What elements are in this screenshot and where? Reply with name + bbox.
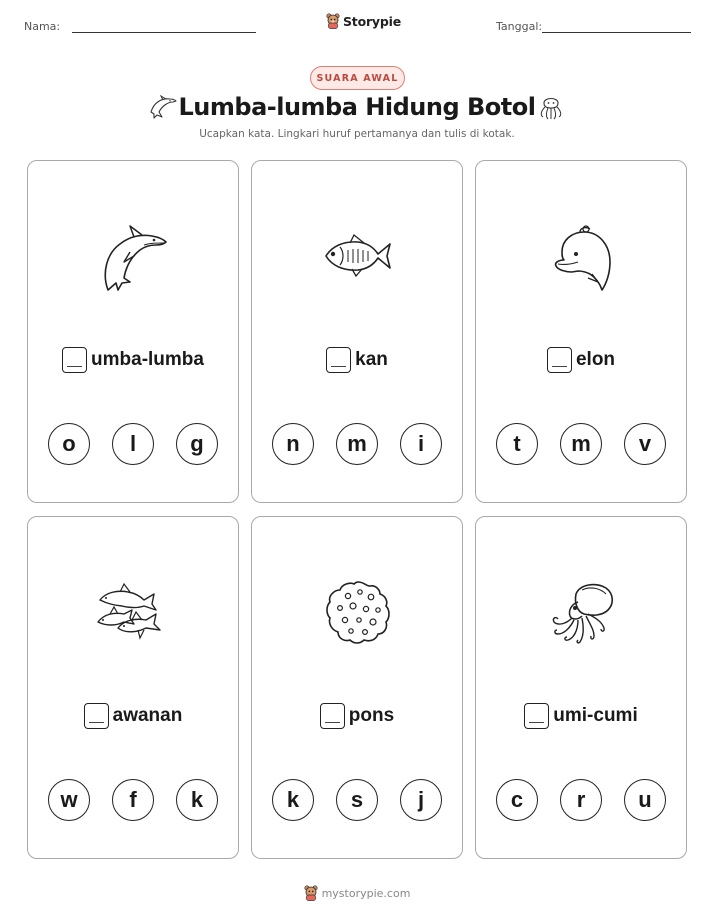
answer-box[interactable]: [524, 703, 549, 729]
name-line[interactable]: [72, 32, 256, 33]
answer-box[interactable]: [84, 703, 109, 729]
date-line[interactable]: [542, 32, 691, 33]
melon-head-dolphin-icon: [542, 216, 622, 296]
fish-icon: [318, 216, 398, 296]
word-ending: pons: [348, 705, 395, 726]
sponge-icon: [318, 572, 398, 652]
name-label: Nama:: [24, 20, 61, 33]
word-row: [252, 703, 462, 729]
word-ending: awanan: [112, 705, 183, 726]
bear-mascot-icon: [326, 13, 340, 29]
letter-option[interactable]: f: [112, 779, 154, 821]
exercise-card: [251, 160, 463, 503]
word-ending: umba-lumba: [91, 349, 204, 370]
answer-box[interactable]: [62, 347, 87, 373]
letter-option[interactable]: m: [560, 423, 602, 465]
exercise-card: [475, 160, 687, 503]
word-row: [28, 347, 238, 373]
word-row: [476, 347, 686, 373]
letter-option[interactable]: l: [112, 423, 154, 465]
letter-option[interactable]: t: [496, 423, 538, 465]
letter-option[interactable]: o: [48, 423, 90, 465]
word-ending: elon: [575, 349, 616, 370]
footer: [0, 885, 714, 901]
cuttlefish-icon: [542, 572, 622, 652]
exercise-card: [27, 516, 239, 859]
category-badge: SUARA AWAL: [310, 66, 405, 90]
letter-option[interactable]: c: [496, 779, 538, 821]
letter-option[interactable]: n: [272, 423, 314, 465]
word-row: [252, 347, 462, 373]
word-row: [28, 703, 238, 729]
letter-option[interactable]: s: [336, 779, 378, 821]
word-row: [476, 703, 686, 729]
date-label: Tanggal:: [496, 20, 543, 33]
brand-name: Storypie: [343, 13, 401, 29]
letter-option[interactable]: k: [272, 779, 314, 821]
squid-icon: [536, 93, 566, 121]
letter-option[interactable]: m: [336, 423, 378, 465]
word-ending: kan: [355, 349, 388, 370]
dolphin-icon: [94, 216, 174, 296]
letter-option[interactable]: w: [48, 779, 90, 821]
storypie-logo: [326, 13, 401, 29]
answer-box[interactable]: [320, 703, 345, 729]
letter-option[interactable]: v: [624, 423, 666, 465]
page-title: Lumba-lumba Hidung Botol: [178, 93, 536, 121]
letter-option[interactable]: i: [400, 423, 442, 465]
dolphin-pod-icon: [94, 572, 174, 652]
exercise-card: [251, 516, 463, 859]
answer-box[interactable]: [547, 347, 572, 373]
instructions: Ucapkan kata. Lingkari huruf pertamanya dan tulis di kotak.: [199, 128, 515, 140]
bear-mascot-icon: [304, 885, 318, 901]
exercise-card: [27, 160, 239, 503]
answer-box[interactable]: [326, 347, 351, 373]
exercise-card: [475, 516, 687, 859]
footer-url[interactable]: mystorypie.com: [321, 886, 411, 900]
letter-option[interactable]: u: [624, 779, 666, 821]
letter-option[interactable]: g: [176, 423, 218, 465]
letter-option[interactable]: j: [400, 779, 442, 821]
letter-option[interactable]: k: [176, 779, 218, 821]
word-ending: umi-cumi: [553, 705, 638, 726]
letter-option[interactable]: r: [560, 779, 602, 821]
